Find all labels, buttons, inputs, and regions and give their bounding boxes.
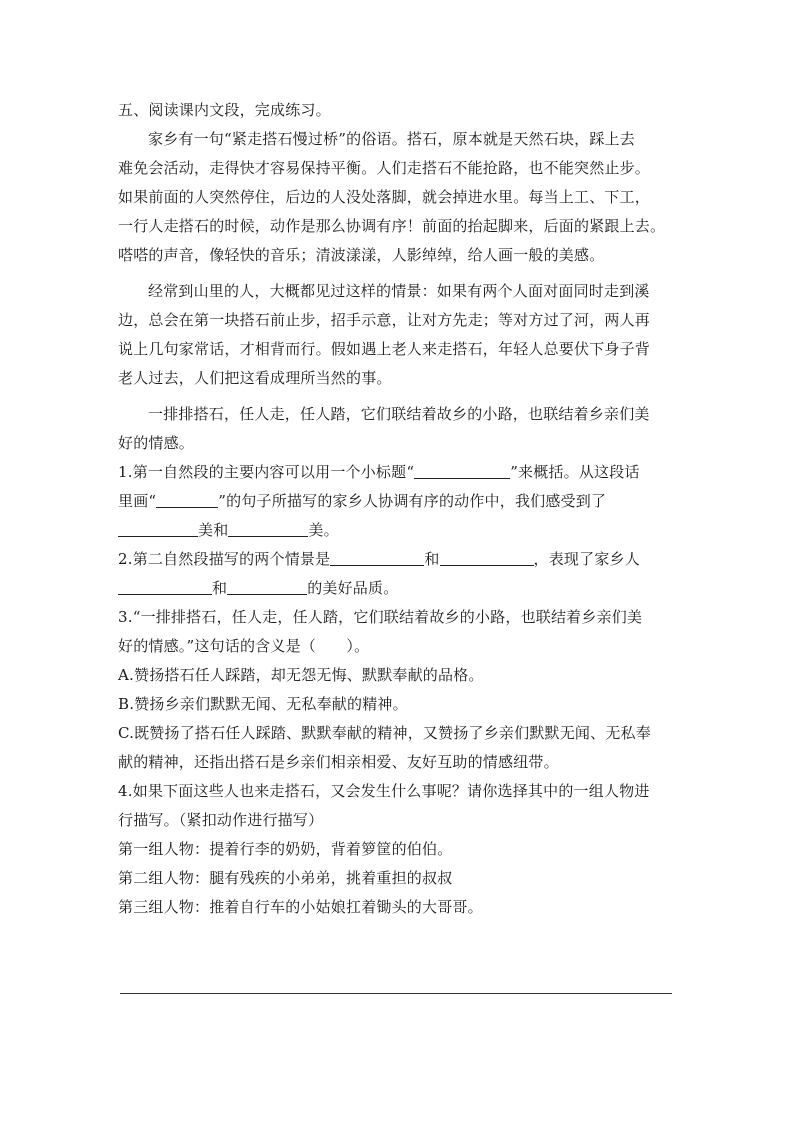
passage-line: 如果前面的人突然停住，后边的人没处落脚，就会掉进水里。每当上工、下工， xyxy=(118,188,651,206)
option-b[interactable]: B.赞扬乡亲们默默无闻、无私奉献的精神。 xyxy=(118,695,408,713)
option-c-line-1[interactable]: C.既赞扬了搭石任人踩踏、默默奉献的精神，又赞扬了乡亲们默默无闻、无私奉 xyxy=(118,724,651,742)
passage-line: 家乡有一句“紧走搭石慢过桥”的俗语。搭石，原本就是天然石块，踩上去 xyxy=(148,130,635,148)
question-1-text: 美和 xyxy=(198,521,229,539)
passage-line: 边，总会在第一块搭石前止步，招手示意，让对方先走；等对方过了河，两人再 xyxy=(118,311,651,329)
question-1-text: 1.第一自然段的主要内容可以用一个小标题“ xyxy=(118,463,415,481)
character-group-1: 第一组人物：提着行李的奶奶，背着箩筐的伯伯。 xyxy=(118,840,453,858)
question-1-line-1 xyxy=(118,458,678,487)
answer-blank-quote[interactable] xyxy=(156,489,218,508)
question-2-line-2 xyxy=(118,574,678,603)
question-2-text: 和 xyxy=(212,579,228,597)
passage-line: 说上几句家常话，才相背而行。假如遇上老人来走搭石，年轻人总要伏下身子背 xyxy=(118,340,651,358)
worksheet-page xyxy=(118,96,678,922)
passage-line: 一行人走搭石的时候，动作是那么协调有序！前面的抬起脚来，后面的紧跟上去。 xyxy=(118,217,666,235)
question-2 xyxy=(118,545,678,603)
answer-blank-beauty-1[interactable] xyxy=(118,518,198,537)
question-1 xyxy=(118,458,678,545)
question-4 xyxy=(118,777,678,922)
answer-writing-line[interactable] xyxy=(120,993,672,994)
question-2-text: 2.第二自然段描写的两个情景是 xyxy=(118,550,331,568)
character-group-2: 第二组人物：腿有残疾的小弟弟，挑着重担的叔叔 xyxy=(118,869,453,887)
question-1-text: ”来概括。从这段话 xyxy=(510,463,640,481)
answer-blank-quality-2[interactable] xyxy=(227,576,307,595)
passage-line: 好的情感。 xyxy=(118,434,195,452)
option-c-line-2[interactable]: 献的精神，还指出搭石是乡亲们相亲相爱、友好互助的情感纽带。 xyxy=(118,753,559,771)
answer-blank-beauty-2[interactable] xyxy=(228,518,308,537)
question-4-line-2: 行描写。（紧扣动作进行描写） xyxy=(118,811,324,829)
question-3-stem-line-2[interactable]: 好的情感。”这句话的含义是（ ）。 xyxy=(118,637,370,655)
question-3-stem-line-1: 3.“一排排搭石，任人走，任人踏，它们联结着故乡的小路，也联结着乡亲们美 xyxy=(118,608,643,626)
option-a[interactable]: A.赞扬搭石任人踩踏，却无怨无悔、默默奉献的品格。 xyxy=(118,666,484,684)
passage-line: 老人过去，人们把这看成理所当然的事。 xyxy=(118,369,392,387)
question-2-text: ，表现了家乡人 xyxy=(533,550,640,568)
passage-line: 一排排搭石，任人走，任人踏，它们联结着故乡的小路，也联结着乡亲们美 xyxy=(148,405,650,423)
question-1-text: ”的句子所描写的家乡人协调有序的动作中，我们感受到了 xyxy=(218,492,607,510)
section-heading: 五、阅读课内文段，完成练习。 xyxy=(118,101,331,119)
question-2-text: 和 xyxy=(424,550,440,568)
question-4-line-1: 4.如果下面这些人也来走搭石，又会发生什么事呢？请你选择其中的一组人物进 xyxy=(118,782,650,800)
answer-blank-title[interactable] xyxy=(414,460,510,479)
passage-paragraph-1 xyxy=(118,125,678,270)
character-group-3: 第三组人物：推着自行车的小姑娘扛着锄头的大哥哥。 xyxy=(118,898,483,916)
question-1-text: 里画“ xyxy=(118,492,157,510)
question-1-text: 美。 xyxy=(308,521,339,539)
passage-line: 难免会活动，走得快才容易保持平衡。人们走搭石不能抢路，也不能突然止步。 xyxy=(118,159,651,177)
question-2-line-1 xyxy=(118,545,678,574)
passage-line: 经常到山里的人，大概都见过这样的情景：如果有两个人面对面同时走到溪 xyxy=(148,282,650,300)
question-1-line-2 xyxy=(118,487,678,516)
question-1-line-3 xyxy=(118,516,678,545)
answer-blank-scene-1[interactable] xyxy=(330,547,424,566)
question-2-text: 的美好品质。 xyxy=(307,579,399,597)
answer-blank-quality-1[interactable] xyxy=(118,576,212,595)
passage-paragraph-2 xyxy=(118,277,678,393)
passage-paragraph-3 xyxy=(118,400,678,458)
question-3 xyxy=(118,603,678,777)
answer-blank-scene-2[interactable] xyxy=(440,547,534,566)
passage-line: 嗒嗒的声音，像轻快的音乐；清波漾漾，人影绰绰，给人画一般的美感。 xyxy=(118,246,605,264)
